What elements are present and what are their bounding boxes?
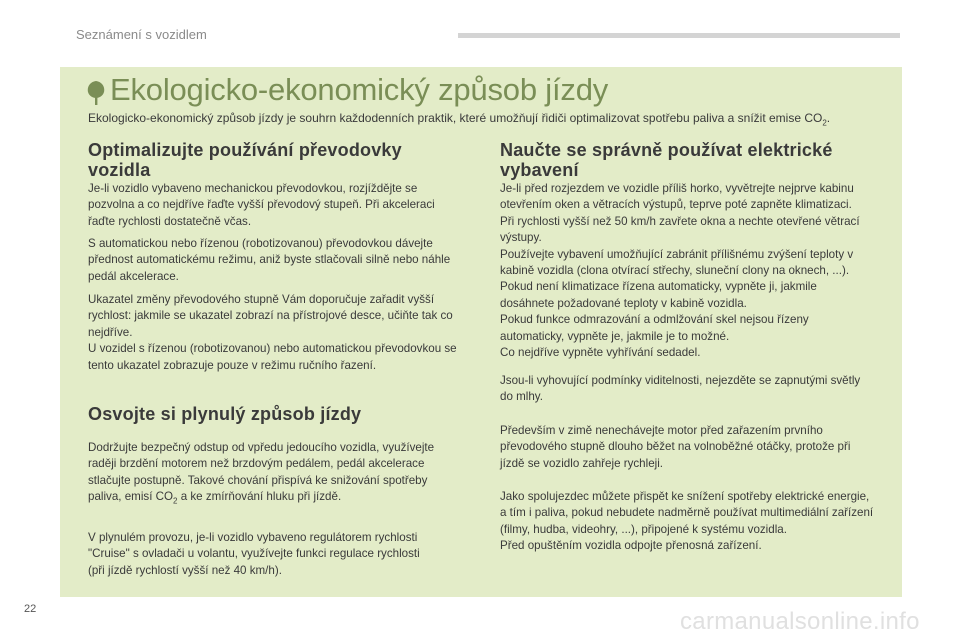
heading-smooth-driving: Osvojte si plynulý způsob jízdy — [88, 404, 362, 424]
watermark: carmanualsonline.info — [680, 608, 920, 635]
paragraph-gear-indicator: Ukazatel změny převodového stupně Vám doporučuje zařadit vyšší rychlost: jakmile se ukazatel zobrazí na přístrojové desce, učiňte tak co nejdříve. U vozidel s řízenou (robotizovanou) nebo automatickou převodovkou se tento ukazatel zobrazuje pouze v režimu ručního řazení. — [88, 293, 457, 372]
heading-gearbox: Optimalizujte používání převodovky vozidla — [88, 140, 402, 180]
intro-paragraph: Ekologicko-ekonomický způsob jízdy je souhrn každodenních praktik, které umožňují řidiči optimalizovat spotřebu paliva a snížit emise $CO_2$. — [88, 111, 831, 128]
paragraph-fog-lights: Jsou-li vyhovující podmínky viditelnosti, nejezděte se zapnutými světly do mlhy. — [500, 374, 861, 404]
paragraph-winter-idle: Především v zimě nenechávejte motor před zařazením prvního převodového stupně dlouho běžet na volnoběžné otáčky, protože při jízdě se vozidlo zahřeje rychleji. — [500, 424, 851, 470]
heading-electrical: Naučte se správně používat elektrické vybavení — [500, 140, 833, 180]
page-title: Ekologicko-ekonomický způsob jízdy — [110, 72, 609, 107]
page-number: 22 — [24, 603, 37, 615]
section-label: Seznámení s vozidlem — [76, 27, 207, 42]
paragraph-passenger: Jako spolujezdec můžete přispět ke snížení spotřeby elektrické energie, a tím i paliva, pokud nebudete nadměrně používat multimediální zařízení (filmy, hudba, videohry, ...), připojené k systému vozidla. Před opuštěním vozidla odpojte přenosná zařízení. — [500, 490, 874, 553]
paragraph-gearbox-manual: Je-li vozidlo vybaveno mechanickou převodovkou, rozjíždějte se pozvolna a co nejdříve řaďte vyšší převodový stupeň. Při akceleraci řaďte rychlosti dostatečně včas. — [88, 182, 435, 228]
paragraph-safe-distance: Dodržujte bezpečný odstup od vpředu jedoucího vozidla, využívejte raději brzdění motorem než brzdovým pedálem, pedál akcelerace stlačujte postupně. Takové chování přispívá ke snižování spotřeby paliva, emisí $CO_2$ a ke zmírňování hluku při jízdě. — [88, 441, 435, 506]
leaf-icon — [86, 80, 106, 106]
paragraph-cruise: V plynulém provozu, je-li vozidlo vybaveno regulátorem rychlosti "Cruise" s ovladači u volantu, využívejte funkci regulace rychlosti (při jízdě rychlostí vyšší než 40 km/h). — [88, 531, 420, 577]
header-bar — [458, 33, 900, 38]
paragraph-ventilation: Je-li před rozjezdem ve vozidle příliš horko, vyvětrejte nejprve kabinu otevřením oken a větracích výstupů, teprve poté zapněte klimatizaci. Při rychlosti vyšší než 50 km/h zavřete okna a nechte otevřené větrací výstupy. Používejte vybavení umožňující zabránit přílišnému zvýšení teploty v kabině vozidla (clona otvírací střechy, sluneční clony na oknech, ...). Pokud není klimatizace řízena automaticky, vypněte ji, jakmile dosáhnete požadované teploty v kabině vozidla. Pokud funkce odmrazování a odmlžování skel nejsou řízeny automaticky, vypněte je, jakmile je to možné. Co nejdříve vypněte vyhřívání sedadel. — [500, 182, 860, 360]
paragraph-gearbox-automatic: S automatickou nebo řízenou (robotizovanou) převodovkou dávejte přednost automatickému režimu, aniž byste stlačovali silně nebo náhle pedál akcelerace. — [88, 237, 451, 283]
